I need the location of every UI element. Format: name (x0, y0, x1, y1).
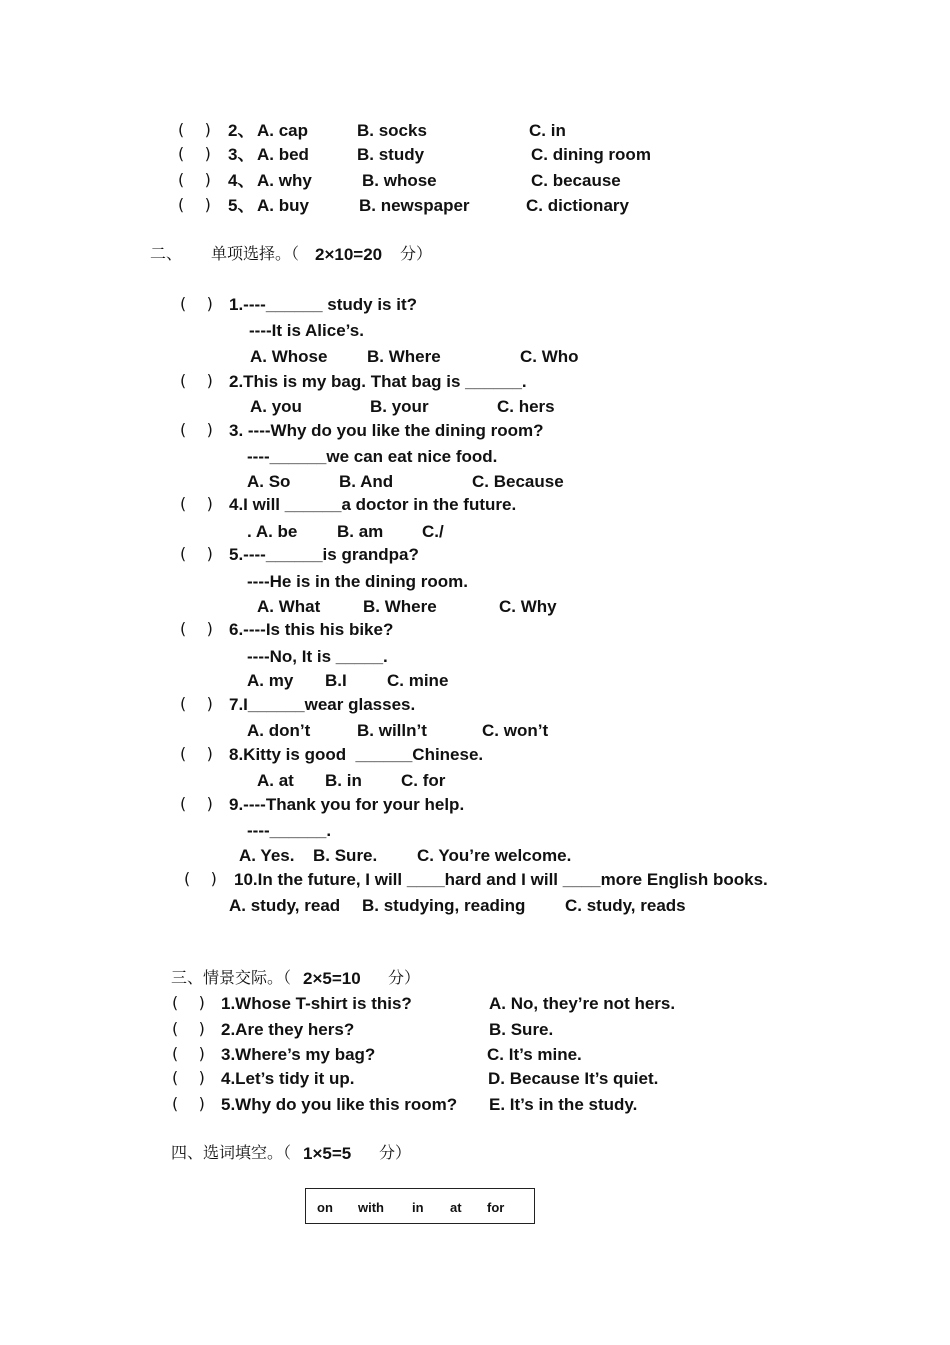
option-a: A. What (257, 597, 321, 616)
option-b: B. am (337, 522, 384, 541)
dialogue-question: 5.Why do you like this room? (221, 1095, 458, 1114)
question-subtext: ----______we can eat nice food. (247, 447, 498, 466)
option-a: A. why (257, 171, 312, 190)
answer-blank[interactable]: ( ) (184, 869, 217, 888)
option-c: C. won’t (482, 721, 549, 740)
answer-blank[interactable]: ( ) (172, 1094, 205, 1113)
option-b: B. And (339, 472, 394, 491)
question-number: 2、 (228, 121, 255, 140)
option-a: A. Yes. (239, 846, 295, 865)
option-a: A. cap (257, 121, 309, 140)
option-a: A. bed (257, 145, 309, 164)
option-b: B. socks (357, 121, 427, 140)
answer-blank[interactable]: ( ) (172, 1044, 205, 1063)
question-text: 4.I will ______a doctor in the future. (229, 495, 517, 514)
dialogue-question: 3.Where’s my bag? (221, 1045, 376, 1064)
section-score-unit: 分） (388, 968, 421, 987)
dialogue-answer: D. Because It’s quiet. (488, 1069, 659, 1088)
section-score: 1×5=5 (303, 1144, 352, 1163)
option-a: A. my (247, 671, 294, 690)
answer-blank[interactable]: ( ) (180, 544, 213, 563)
answer-blank[interactable]: ( ) (178, 170, 211, 189)
option-a: A. study, read (229, 896, 341, 915)
option-a: . A. be (247, 522, 298, 541)
option-b: B. newspaper (359, 196, 470, 215)
dialogue-answer: E. It’s in the study. (489, 1095, 638, 1114)
option-c: C. in (529, 121, 566, 140)
option-c: C. study, reads (565, 896, 686, 915)
dialogue-answer: B. Sure. (489, 1020, 554, 1039)
answer-blank[interactable]: ( ) (180, 794, 213, 813)
answer-blank[interactable]: ( ) (180, 694, 213, 713)
answer-blank[interactable]: ( ) (172, 1068, 205, 1087)
word-bank-item: in (412, 1200, 424, 1215)
section-score-unit: 分） (379, 1143, 412, 1162)
option-a: A. don’t (247, 721, 311, 740)
question-text: 7.I______wear glasses. (229, 695, 416, 714)
question-text: 2.This is my bag. That bag is ______. (229, 372, 527, 391)
question-text: 5.----______is grandpa? (229, 545, 419, 564)
option-b: B. your (370, 397, 429, 416)
question-text: 8.Kitty is good ______Chinese. (229, 745, 484, 764)
question-number: 4、 (228, 171, 255, 190)
option-b: B. willn’t (357, 721, 427, 740)
word-bank-item: for (487, 1200, 505, 1215)
answer-blank[interactable]: ( ) (180, 371, 213, 390)
section-score: 2×10=20 (315, 245, 383, 264)
section-title: 单项选择。（ (211, 244, 300, 263)
question-text: 10.In the future, I will ____hard and I will ____more English books. (234, 870, 768, 889)
section-number: 二、 (150, 244, 183, 263)
option-b: B. study (357, 145, 425, 164)
option-c: C. dining room (531, 145, 651, 164)
option-b: B. Where (363, 597, 437, 616)
question-subtext: ----No, It is _____. (247, 647, 388, 666)
option-c: C. You’re welcome. (417, 846, 572, 865)
question-number: 5、 (228, 196, 255, 215)
answer-blank[interactable]: ( ) (178, 144, 211, 163)
word-bank-item: with (358, 1200, 384, 1215)
word-bank-item: on (317, 1200, 333, 1215)
option-c: C. dictionary (526, 196, 629, 215)
answer-blank[interactable]: ( ) (172, 993, 205, 1012)
answer-blank[interactable]: ( ) (172, 1019, 205, 1038)
option-c: C. Who (520, 347, 579, 366)
option-a: A. Whose (250, 347, 328, 366)
option-c: C. because (531, 171, 621, 190)
option-c: C. Because (472, 472, 564, 491)
option-a: A. you (250, 397, 302, 416)
option-c: C./ (422, 522, 444, 541)
word-bank-box (305, 1188, 535, 1224)
option-b: B. Sure. (313, 846, 378, 865)
question-text: 3. ----Why do you like the dining room? (229, 421, 544, 440)
answer-blank[interactable]: ( ) (178, 195, 211, 214)
option-c: C. mine (387, 671, 449, 690)
option-b: B. Where (367, 347, 441, 366)
answer-blank[interactable]: ( ) (180, 420, 213, 439)
option-b: B.I (325, 671, 347, 690)
question-subtext: ----He is in the dining room. (247, 572, 468, 591)
section-title: 三、情景交际。（ (171, 968, 292, 987)
option-c: C. Why (499, 597, 557, 616)
answer-blank[interactable]: ( ) (180, 619, 213, 638)
dialogue-question: 4.Let’s tidy it up. (221, 1069, 355, 1088)
question-text: 9.----Thank you for your help. (229, 795, 465, 814)
answer-blank[interactable]: ( ) (180, 494, 213, 513)
section-score: 2×5=10 (303, 969, 361, 988)
option-b: B. studying, reading (362, 896, 526, 915)
option-a: A. buy (257, 196, 309, 215)
answer-blank[interactable]: ( ) (178, 120, 211, 139)
answer-blank[interactable]: ( ) (180, 294, 213, 313)
dialogue-answer: C. It’s mine. (487, 1045, 582, 1064)
question-number: 3、 (228, 145, 255, 164)
question-text: 6.----Is this his bike? (229, 620, 394, 639)
question-subtext: ----It is Alice’s. (249, 321, 364, 340)
section-score-unit: 分） (400, 244, 433, 263)
answer-blank[interactable]: ( ) (180, 744, 213, 763)
word-bank-item: at (450, 1200, 462, 1215)
option-c: C. for (401, 771, 446, 790)
dialogue-question: 1.Whose T-shirt is this? (221, 994, 412, 1013)
option-b: B. whose (362, 171, 437, 190)
option-b: B. in (325, 771, 362, 790)
question-subtext: ----______. (247, 821, 332, 840)
option-c: C. hers (497, 397, 555, 416)
question-text: 1.----______ study is it? (229, 295, 418, 314)
option-a: A. at (257, 771, 294, 790)
section-title: 四、选词填空。（ (171, 1143, 292, 1162)
dialogue-question: 2.Are they hers? (221, 1020, 355, 1039)
option-a: A. So (247, 472, 291, 491)
dialogue-answer: A. No, they’re not hers. (489, 994, 676, 1013)
